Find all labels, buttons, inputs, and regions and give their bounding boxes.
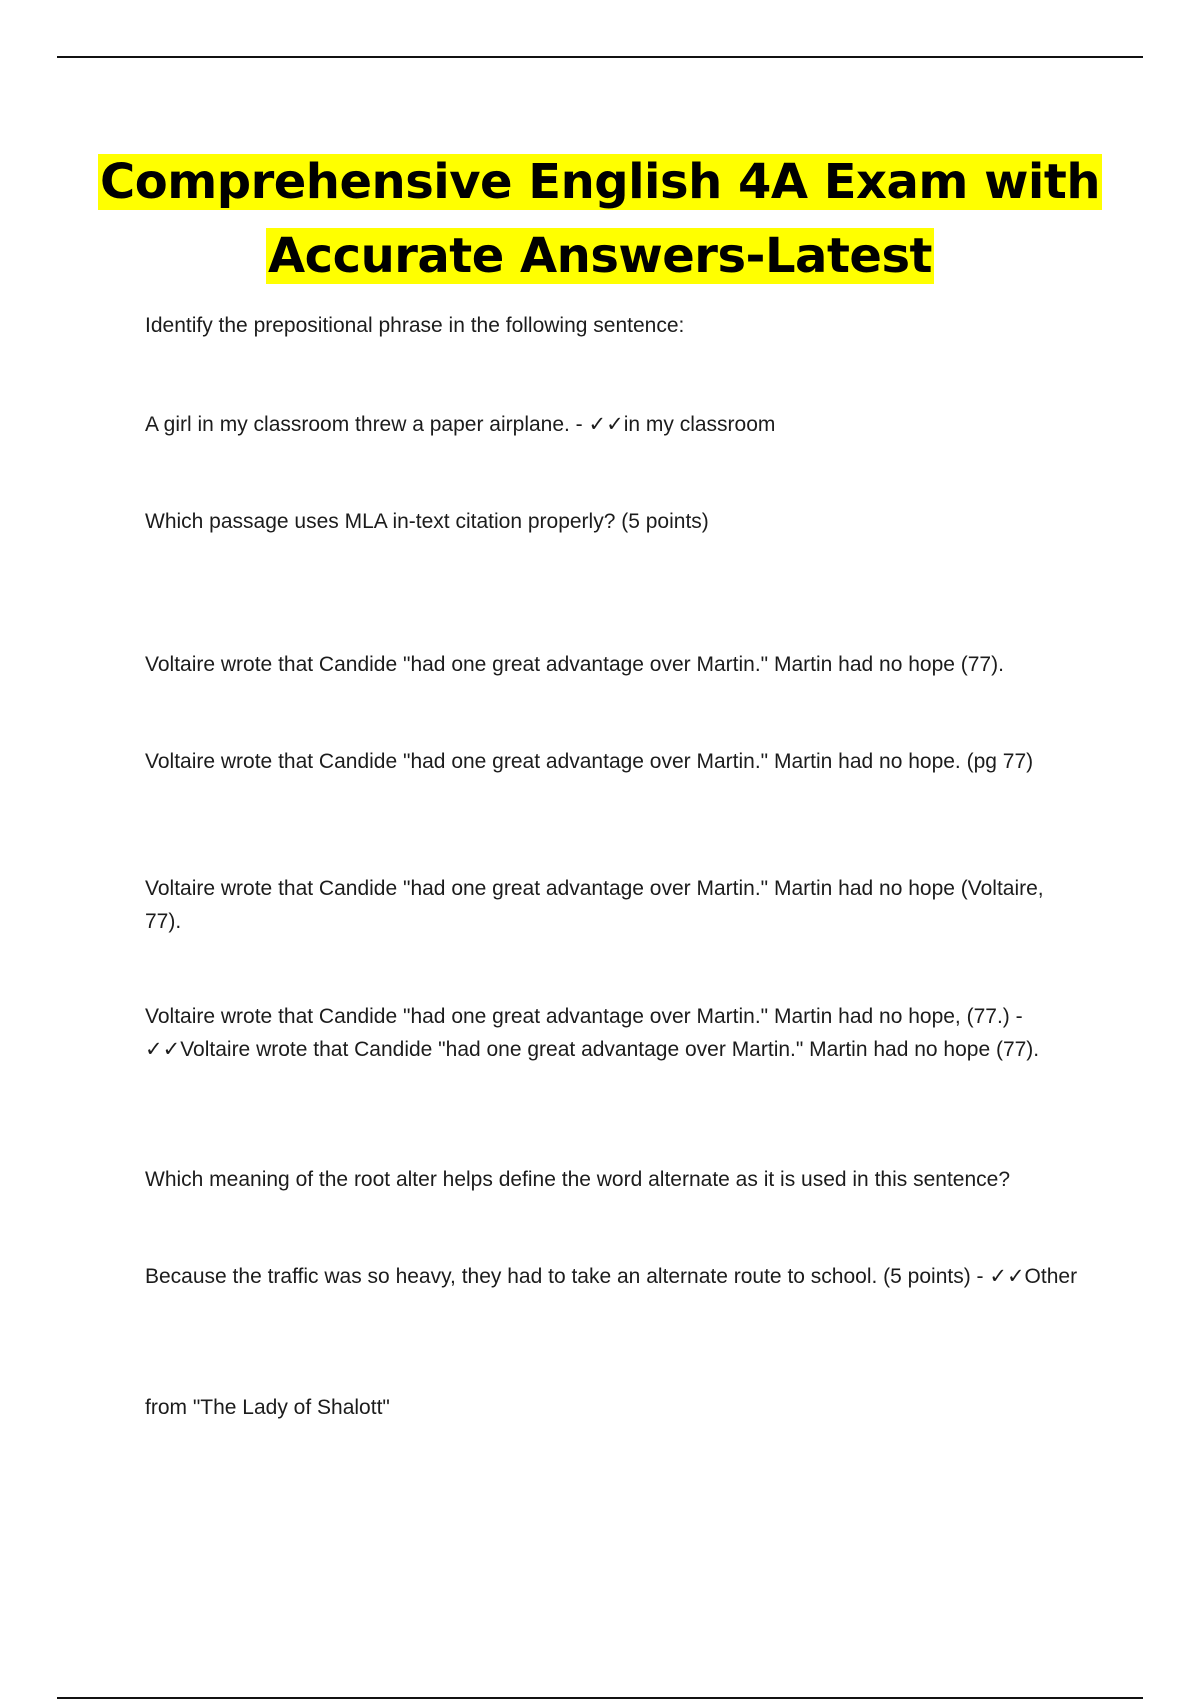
top-rule — [57, 56, 1143, 58]
option-mla-1: Voltaire wrote that Candide "had one great advantage over Martin." Martin had no hope (77). — [145, 653, 1004, 676]
option-mla-2: Voltaire wrote that Candide "had one great advantage over Martin." Martin had no hope. (pg 77) — [145, 750, 1034, 773]
option-mla-4-with-answer: Voltaire wrote that Candide "had one great advantage over Martin." Martin had no hope, (77.) - ✓✓Voltaire wrote that Candide "had one great advantage over Martin." Martin had no hope (77). — [145, 1005, 1040, 1061]
question-mla-citation: Which passage uses MLA in-text citation properly? (5 points) — [145, 510, 709, 533]
question-prepositional-phrase: Identify the prepositional phrase in the following sentence: — [145, 314, 685, 337]
answer-root-alter: Because the traffic was so heavy, they had to take an alternate route to school. (5 points) - ✓✓Other — [145, 1265, 1078, 1288]
document-title — [0, 145, 1200, 293]
question-root-alter: Which meaning of the root alter helps define the word alternate as it is used in this sentence? — [145, 1168, 1010, 1191]
section-lady-of-shalott: from "The Lady of Shalott" — [145, 1396, 390, 1419]
title-highlight: Comprehensive English 4A Exam with Accurate Answers-Latest — [100, 154, 1100, 284]
bottom-rule — [57, 1697, 1143, 1699]
answer-prepositional-phrase: A girl in my classroom threw a paper airplane. - ✓✓in my classroom — [145, 413, 776, 436]
option-mla-3: Voltaire wrote that Candide "had one great advantage over Martin." Martin had no hope (Voltaire, 77). — [145, 877, 1044, 933]
